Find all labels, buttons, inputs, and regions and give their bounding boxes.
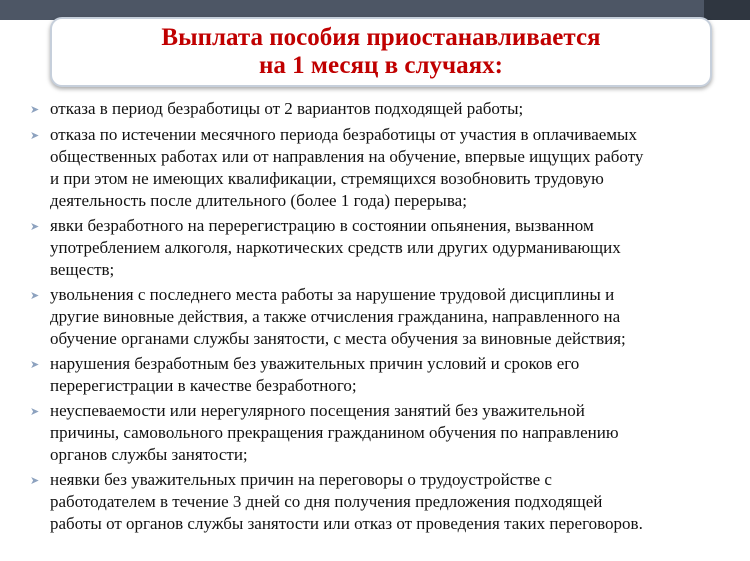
list-item-text	[50, 353, 742, 397]
chevron-right-icon: ➤	[30, 103, 40, 116]
list-item-line: другие виновные действия, а также отчисления гражданина, направленного на	[50, 307, 621, 326]
chevron-right-icon: ➤	[30, 474, 40, 487]
list-item	[30, 98, 742, 121]
list-item-line: деятельность после длительного (более 1 года) перерыва;	[50, 191, 467, 210]
list-item-line: отказа по истечении месячного периода безработицы от участия в оплачиваемых	[50, 125, 637, 144]
list-item-text	[50, 124, 742, 212]
list-item-line: неуспеваемости или нерегулярного посещения занятий без уважительной	[50, 401, 585, 420]
bullet-list	[30, 98, 742, 538]
list-item-line: увольнения с последнего места работы за нарушение трудовой дисциплины и	[50, 285, 615, 304]
list-item	[30, 400, 742, 466]
list-item-line: обучение органами службы занятости, с места обучения за виновные действия;	[50, 329, 626, 348]
list-item	[30, 469, 742, 535]
list-item-text	[50, 469, 742, 535]
list-item-line: отказа в период безработицы от 2 вариантов подходящей работы;	[50, 99, 524, 118]
slide-title-line-2: на 1 месяц в случаях:	[259, 52, 503, 79]
list-item-line: общественных работах или от направления на обучение, впервые ищущих работу	[50, 147, 644, 166]
list-item-line: нарушения безработным без уважительных причин условий и сроков его	[50, 354, 580, 373]
list-item-line: органов службы занятости;	[50, 445, 248, 464]
list-item-line: явки безработного на перерегистрацию в состоянии опьянения, вызванном	[50, 216, 594, 235]
list-item-line: работы от органов службы занятости или отказ от проведения таких переговоров.	[50, 514, 643, 533]
list-item	[30, 124, 742, 212]
list-item-text	[50, 284, 742, 350]
list-item-line: употреблением алкоголя, наркотических средств или других одурманивающих	[50, 238, 621, 257]
chevron-right-icon: ➤	[30, 405, 40, 418]
chevron-right-icon: ➤	[30, 220, 40, 233]
chevron-right-icon: ➤	[30, 129, 40, 142]
list-item-text	[50, 215, 742, 281]
list-item-line: веществ;	[50, 260, 115, 279]
slide-title-line-1: Выплата пособия приостанавливается	[161, 24, 601, 51]
list-item	[30, 215, 742, 281]
chevron-right-icon: ➤	[30, 358, 40, 371]
chevron-right-icon: ➤	[30, 289, 40, 302]
list-item-line: неявки без уважительных причин на переговоры о трудоустройстве с	[50, 470, 552, 489]
list-item	[30, 353, 742, 397]
list-item	[30, 284, 742, 350]
list-item-text	[50, 400, 742, 466]
list-item-line: причины, самовольного прекращения гражданином обучения по направлению	[50, 423, 619, 442]
list-item-text	[50, 98, 742, 120]
list-item-line: и при этом не имеющих квалификации, стремящихся возобновить трудовую	[50, 169, 604, 188]
list-item-line: работодателем в течение 3 дней со дня получения предложения подходящей	[50, 492, 603, 511]
title-box	[50, 17, 712, 87]
list-item-line: перерегистрации в качестве безработного;	[50, 376, 357, 395]
top-bar-accent	[704, 0, 750, 20]
